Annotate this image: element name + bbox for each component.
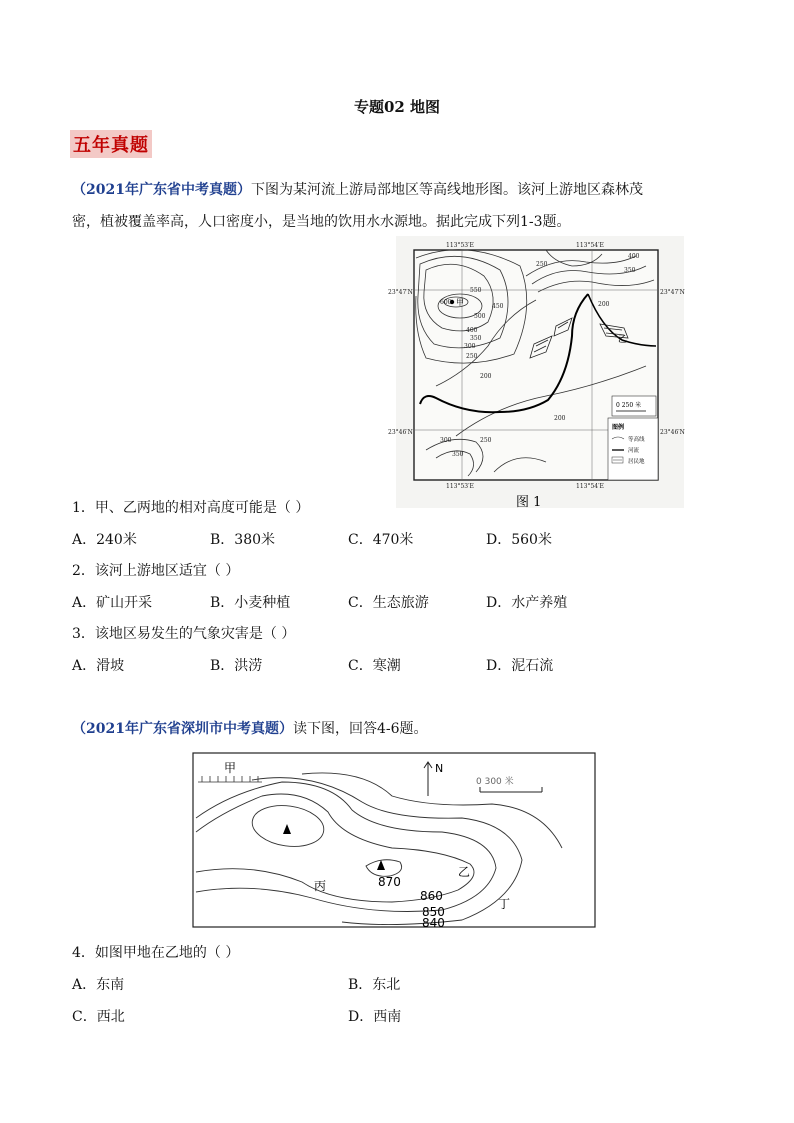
contour-map-2 (192, 752, 596, 928)
option-b[interactable]: B．380米 (210, 532, 276, 548)
question-1-stem: 1．甲、乙两地的相对高度可能是（ ） (72, 500, 310, 516)
svg-text:等高线: 等高线 (628, 437, 645, 443)
lat-label: 23°46′N (388, 429, 413, 436)
option-a[interactable]: A．东南 (72, 977, 125, 993)
svg-text:图例: 图例 (612, 424, 625, 431)
peak-elevation-label: 870 (378, 875, 401, 889)
lon-label: 113°54′E (576, 483, 604, 490)
contour-label: 250 (536, 261, 548, 268)
lon-label: 113°53′E (446, 483, 474, 490)
option-c[interactable]: C．寒潮 (348, 658, 401, 674)
question-3-stem: 3．该地区易发生的气象灾害是（ ） (72, 626, 296, 642)
contour-label: 250 (480, 437, 492, 444)
option-c[interactable]: C．生态旅游 (348, 595, 429, 611)
intro-line-2: 密，植被覆盖率高，人口密度小，是当地的饮用水水源地。据此完成下列1-3题。 (72, 214, 571, 230)
contour-label: 400 (628, 253, 640, 260)
contour-label: 850 (422, 905, 445, 919)
north-arrow-label: N (435, 762, 444, 775)
svg-text:0 300 米: 0 300 米 (476, 777, 514, 787)
option-d[interactable]: D．西南 (348, 1009, 402, 1025)
point-jia-label: 甲 (456, 298, 464, 307)
contour-label: 500 (474, 313, 486, 320)
lon-label: 113°54′E (576, 242, 604, 249)
map-legend (608, 418, 658, 480)
map-scale (612, 396, 656, 416)
svg-text:居民地: 居民地 (628, 459, 645, 465)
contour-label: 450 (492, 303, 504, 310)
option-a[interactable]: A．240米 (72, 532, 137, 548)
option-a[interactable]: A．矿山开采 (72, 595, 153, 611)
page-title: 专题02 地图 (353, 98, 441, 116)
option-c[interactable]: C．西北 (72, 1009, 125, 1025)
topographic-map (388, 236, 685, 510)
intro-text: 读下图，回答4-6题。 (292, 721, 428, 737)
point-yi-label: 乙 (618, 335, 628, 345)
contour-label: 400 (466, 327, 478, 334)
contour-label: 300 (440, 437, 452, 444)
lat-label: 23°46′N (660, 429, 685, 436)
lat-label: 23°47′N (388, 289, 413, 296)
svg-text:河流: 河流 (628, 448, 640, 454)
contour-label: 350 (624, 267, 636, 274)
option-d[interactable]: D．水产养殖 (486, 595, 568, 611)
question-group-2-intro (72, 713, 722, 745)
source-label: （2021年广东省深圳市中考真题） (72, 721, 293, 737)
option-b[interactable]: B．小麦种植 (210, 595, 291, 611)
option-d[interactable]: D．泥石流 (486, 658, 554, 674)
point-jia-label: 甲 (224, 761, 237, 775)
point-ding-label: 丁 (498, 897, 511, 911)
source-label: （2021年广东省中考真题） (72, 182, 251, 198)
contour-label: 300 (464, 343, 476, 350)
question-group-1-intro (72, 174, 722, 238)
contour-label: 250 (466, 353, 478, 360)
contour-label: 350 (452, 451, 464, 458)
option-b[interactable]: B．洪涝 (210, 658, 263, 674)
svg-text:0 250 米: 0 250 米 (616, 402, 642, 409)
option-d[interactable]: D．560米 (486, 532, 552, 548)
intro-line-1: 下图为某河流上游局部地区等高线地形图。该河上游地区森林茂 (250, 182, 643, 198)
contour-label: 550 (470, 287, 482, 294)
contour-label: 200 (480, 373, 492, 380)
contour-label: 200 (554, 415, 566, 422)
question-2-stem: 2．该河上游地区适宜（ ） (72, 563, 240, 579)
figure-caption: 图 1 (516, 495, 542, 510)
contour-label: 840 (422, 916, 445, 930)
question-4-stem: 4．如图甲地在乙地的（ ） (72, 945, 240, 961)
lon-label: 113°53′E (446, 242, 474, 249)
section-badge: 五年真题 (70, 130, 152, 158)
option-b[interactable]: B．东北 (348, 977, 401, 993)
option-c[interactable]: C．470米 (348, 532, 414, 548)
contour-label: 350 (470, 335, 482, 342)
lat-label: 23°47′N (660, 289, 685, 296)
option-a[interactable]: A．滑坡 (72, 658, 125, 674)
contour-label: 600 (440, 299, 452, 306)
contour-label: 200 (598, 301, 610, 308)
point-yi-label: 乙 (458, 865, 471, 879)
contour-label: 860 (420, 889, 443, 903)
point-bing-label: 丙 (314, 879, 327, 893)
